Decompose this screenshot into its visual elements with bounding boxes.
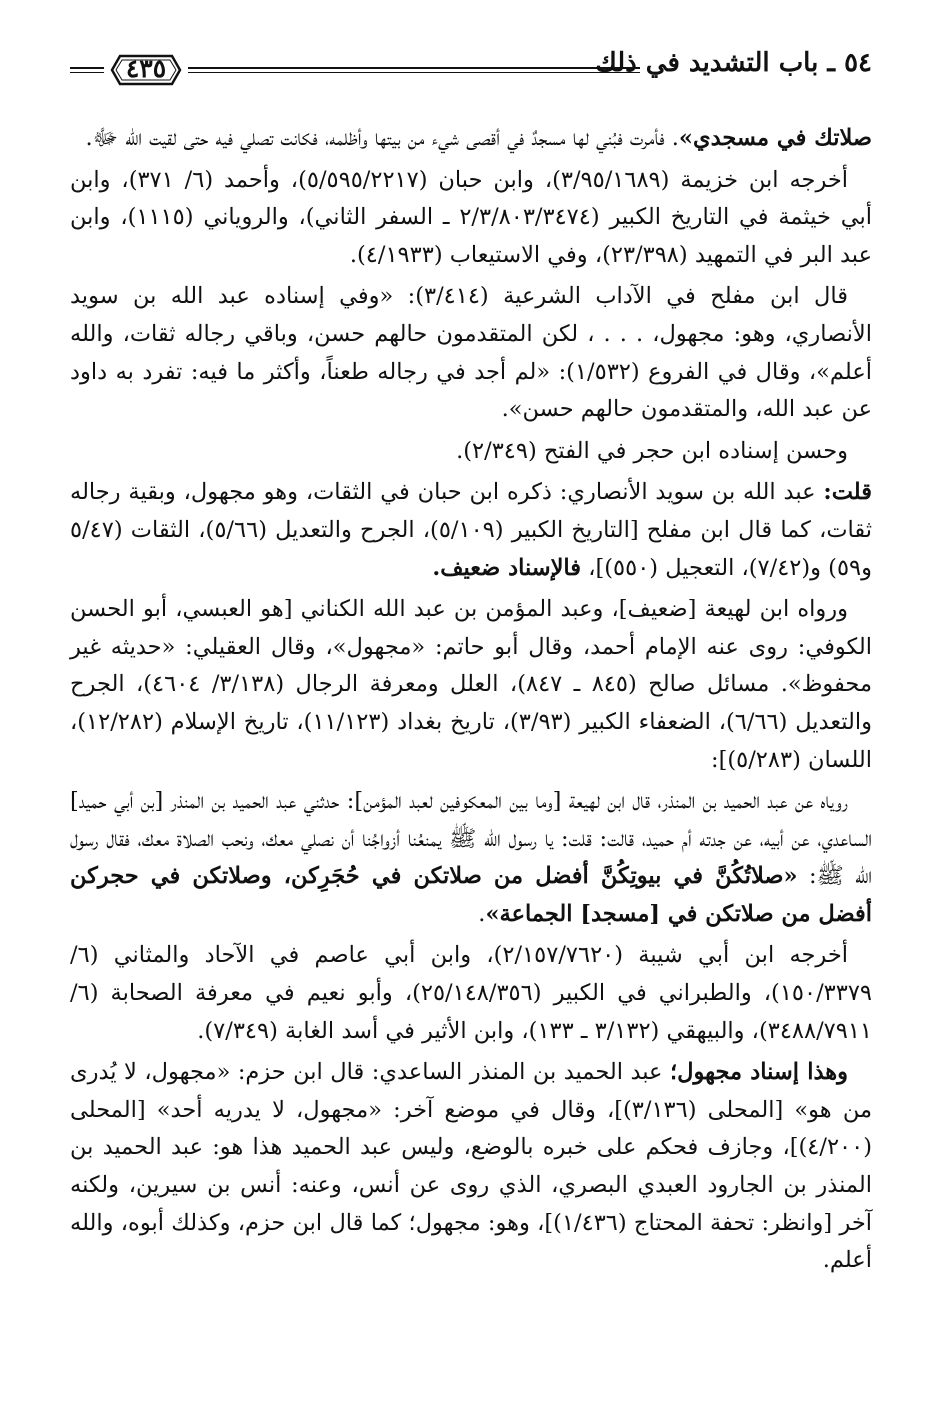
bold-text: صلاتك في مسجدي»: [678, 125, 872, 151]
bold-text: «صلاتُكُنَّ في بيوتِكُنَّ أفضل من صلاتكن في حُجَرِكن، وصلاتكن في حجركن أفضل من صلاتكن في [مسجد] الجماعة»: [70, 863, 872, 927]
body-text: عبد الله بن سويد الأنصاري: ذكره ابن حبان في الثقات، وهو مجهول، وبقية رجاله ثقات، كما قال ابن مفلح [التاريخ الكبير (٥/١٠٩)، الجرح والتعديل (٥/٦٦)، الثقات (٥/٤٧ و٥٩) و(٧/٤٢)، التعجيل (٥٥٠)]،: [70, 479, 873, 581]
body-text: .: [478, 900, 486, 927]
bold-text: وهذا إسناد مجهول؛: [669, 1059, 848, 1086]
page-number-badge: [106, 50, 186, 90]
page-header: [70, 40, 872, 92]
header-rule-left: [70, 67, 104, 73]
chapter-title: ٥٤ ـ باب التشديد في ذلك: [595, 48, 872, 78]
paragraph-p9: [70, 1054, 872, 1280]
paragraph-p7: [70, 783, 872, 933]
page-body: [70, 120, 872, 1280]
body-text: أخرجه ابن خزيمة (٣/٩٥/١٦٨٩)، وابن حبان (٥/٥٩٥/٢٢١٧)، وأحمد (٦/ ٣٧١)، وابن أبي خيثمة في التاريخ الكبير (٢/٣/٨٠٣/٣٤٧٤ ـ السفر الثاني)، والروياني (١١١٥)، وابن عبد البر في التمهيد (٢٣/٣٩٨)، وفي الاستيعاب (٤/١٩٣٣).: [70, 166, 872, 268]
header-rule: [188, 67, 640, 73]
body-text: روياه عن عبد الحميد بن المنذر، قال ابن لهيعة [وما بين المعكوفين لعبد المؤمن]: حدثني عبد الحميد بن المنذر [بن أبي حميد] الساعدي، عن أبيه، عن جدته أم حميد، قالت: قلت: يا رسول الله ﷺ يمنعُنا أزواجُنا أن نصلي معك، ونحب الصلاة معك، فقال رسول الله ﷺ:: [70, 788, 872, 890]
paragraph-p1: [70, 120, 872, 158]
body-text: قال ابن مفلح في الآداب الشرعية (٣/٤١٤): «وفي إسناده عبد الله بن سويد الأنصاري، وهو: مجهول، . . . ، لكن المتقدمون حالهم حسن، وباقي رجاله ثقات، والله أعلم»، وقال في الفروع (١/٥٣٢): «لم أجد في رجاله طعناً، وأكثر ما فيه: تفرد به داود عن عبد الله، والمتقدمون حالهم حسن».: [70, 283, 873, 423]
body-text: أخرجه ابن أبي شيبة (٢/١٥٧/٧٦٢٠)، وابن أبي عاصم في الآحاد والمثاني (٦/ ١٥٠/٣٣٧٩)، والطبراني في الكبير (٢٥/١٤٨/٣٥٦)، وأبو نعيم في معرفة الصحابة (٦/ ٣٤٨٨/٧٩١١)، والبيهقي (٣/١٣٢ ـ ١٣٣)، وابن الأثير في أسد الغابة (٧/٣٤٩).: [70, 942, 872, 1044]
paragraph-p5: [70, 474, 872, 587]
body-text: ورواه ابن لهيعة [ضعيف]، وعبد المؤمن بن عبد الله الكناني [هو العبسي، أبو الحسن الكوفي: روى عنه الإمام أحمد، وقال أبو حاتم: «مجهول»، وقال العقيلي: «حديثه غير محفوظ». مسائل صالح (٨٤٥ ـ ٨٤٧)، العلل ومعرفة الرجال (٣/١٣٨/ ٤٦٠٤)، الجرح والتعديل (٦/٦٦)، الضعفاء الكبير (٣/٩٣)، تاريخ بغداد (١١/١٢٣)، تاريخ الإسلام (١٢/٢٨٢)، اللسان (٥/٢٨٣)]:: [70, 596, 872, 773]
paragraph-p4: [70, 433, 872, 471]
body-text: عبد الحميد بن المنذر الساعدي: قال ابن حزم: «مجهول، لا يُدرى من هو» [المحلى (٣/١٣٦)]، وقال في موضع آخر: «مجهول، لا يدريه أحد» [المحلى (٤/٢٠٠)]، وجازف فحكم على خبره بالوضع، وليس عبد الحميد هذا هو: عبد الحميد بن المنذر بن الجارود العبدي البصري، الذي روى عن أنس، وعنه: أنس بن سيرين، ولكنه آخر [وانظر: تحفة المحتاج (١/٤٣٦)]، وهو: مجهول؛ كما قال ابن حزم، وكذلك أبوه، والله أعلم.: [70, 1059, 873, 1274]
bold-text: قلت:: [823, 479, 872, 506]
bold-text: فالإسناد ضعيف.: [432, 554, 582, 581]
paragraph-p3: [70, 278, 872, 428]
paragraph-p6: [70, 591, 872, 779]
paragraph-p2: [70, 162, 872, 275]
body-text: . فأمرت فبُني لها مسجدٌ في أقصى شيء من بيتها وأظلمه، فكانت تصلي فيه حتى لقيت الله ﷻ.: [85, 125, 679, 151]
paragraph-p8: [70, 937, 872, 1050]
body-text: وحسن إسناده ابن حجر في الفتح (٢/٣٤٩).: [456, 437, 848, 464]
page-number: ٤٣٥: [125, 54, 167, 83]
